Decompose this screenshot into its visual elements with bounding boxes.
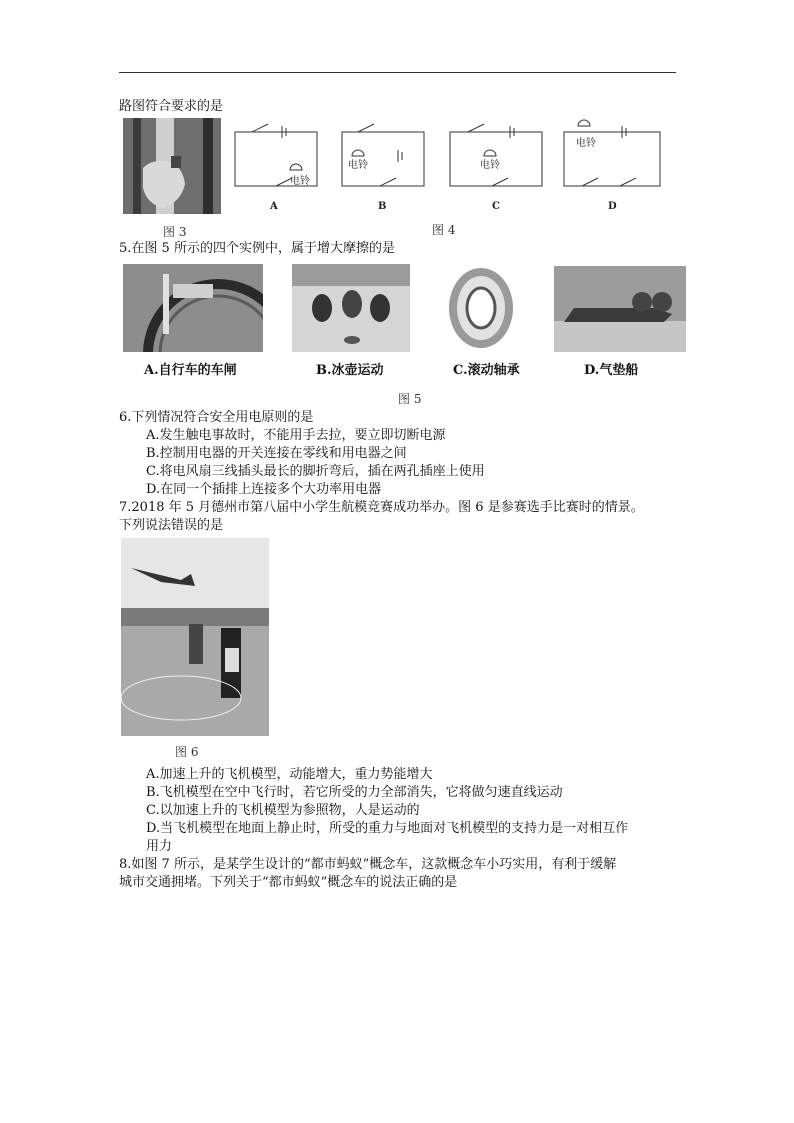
q4-stem-tail: 路图符合要求的是 — [119, 99, 224, 114]
bell-label-d: 电铃 — [576, 138, 596, 149]
q7-stem-line1: 7.2018 年 5 月德州市第八届中小学生航模竞赛成功举办。图 6 是参赛选手比赛时的情景。 — [119, 500, 644, 515]
fig5-photo-d — [554, 266, 686, 352]
q5-option-a: A.自行车的车闸 — [144, 363, 237, 378]
q8-line1: 8.如图 7 所示，是某学生设计的“都市蚂蚁”概念车，这款概念车小巧实用，有利于缓解 — [119, 857, 617, 872]
bell-label-a: 电铃 — [290, 176, 310, 187]
q5-option-b: B.冰壶运动 — [316, 363, 384, 378]
fig5-photo-a — [123, 264, 263, 352]
q7-option-c: C.以加速上升的飞机模型为参照物，人是运动的 — [146, 803, 420, 818]
q7-option-a: A.加速上升的飞机模型，动能增大，重力势能增大 — [146, 767, 433, 782]
q5-stem: 5.在图 5 所示的四个实例中，属于增大摩擦的是 — [119, 241, 395, 256]
q6-option-a: A.发生触电事故时，不能用手去拉，要立即切断电源 — [146, 428, 446, 443]
fig4-caption: 图 4 — [432, 223, 456, 237]
q6-option-b: B.控制用电器的开关连接在零线和用电器之间 — [146, 446, 407, 461]
fig4-option-c: C — [492, 201, 500, 212]
fig3-photo — [123, 118, 221, 214]
q6-stem: 6.下列情况符合安全用电原则的是 — [119, 410, 314, 425]
q6-option-c: C.将电风扇三线插头最长的脚折弯后，插在两孔插座上使用 — [146, 464, 485, 479]
fig5-photo-b — [292, 264, 410, 352]
header-rule — [119, 72, 676, 73]
fig6-photo — [121, 538, 269, 736]
fig5-caption: 图 5 — [398, 392, 422, 406]
fig6-caption: 图 6 — [175, 745, 199, 759]
q7-option-b: B.飞机模型在空中飞行时，若它所受的力全部消失，它将做匀速直线运动 — [146, 785, 563, 800]
fig4-option-a: A — [270, 201, 278, 212]
fig4-option-d: D — [608, 201, 617, 212]
q7-option-d: D.当飞机模型在地面上静止时，所受的重力与地面对飞机模型的支持力是一对相互作 — [146, 821, 629, 836]
fig5-photo-c — [445, 264, 517, 352]
q5-option-c: C.滚动轴承 — [453, 363, 520, 378]
fig4-option-b: B — [378, 201, 387, 212]
q7-option-d-cont: 用力 — [146, 839, 173, 854]
bell-label-c: 电铃 — [480, 160, 500, 171]
fig4-circuits — [230, 112, 670, 232]
fig3-caption: 图 3 — [163, 225, 187, 239]
q8-line2: 城市交通拥堵。下列关于“都市蚂蚁”概念车的说法正确的是 — [119, 875, 458, 890]
q7-stem-line2: 下列说法错误的是 — [119, 518, 224, 533]
q6-option-d: D.在同一个插排上连接多个大功率用电器 — [146, 482, 382, 497]
q5-option-d: D.气垫船 — [584, 363, 639, 378]
bell-label-b: 电铃 — [348, 160, 368, 171]
